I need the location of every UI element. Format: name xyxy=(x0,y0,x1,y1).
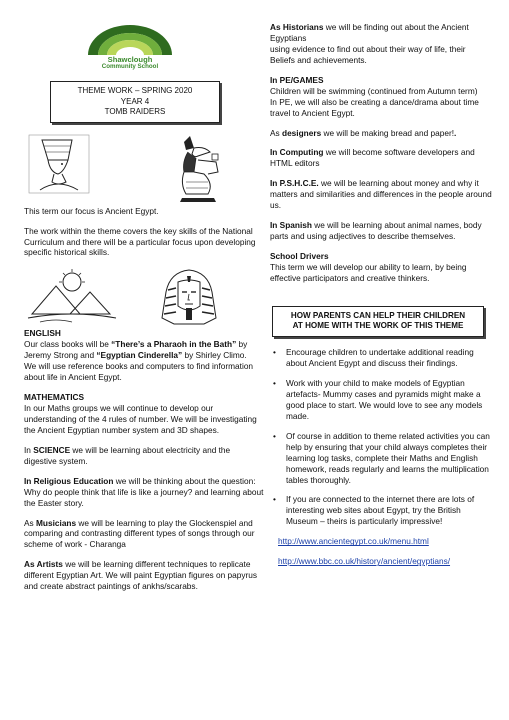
drivers-text: This term we will develop our ability to learn, by being effective participators and creative thinkers. xyxy=(270,261,467,283)
school-subname: Community School xyxy=(101,62,159,70)
parents-tips-list xyxy=(270,347,492,527)
parents-help-box xyxy=(272,306,484,337)
ancient-egypt-link[interactable]: http://www.ancientegypt.co.uk/menu.html xyxy=(278,536,429,547)
english-text: Our class books will be “There’s a Pharaoh in the Bath” by Jeremy Strong and “Egyptian Cinderella” by Shirley Climo. xyxy=(24,339,248,361)
theme-title-box xyxy=(50,81,220,122)
drivers-heading: School Drivers xyxy=(270,251,329,261)
historians-text: As Historians we will be finding out about the Ancient Egyptians xyxy=(270,22,469,43)
rainbow-logo-icon xyxy=(84,22,176,56)
school-name: Shawclough xyxy=(107,55,153,64)
list-item: • Encourage children to undertake additional reading about Ancient Egypt and discuss their findings. xyxy=(270,347,492,369)
egypt-illustrations-top xyxy=(24,132,264,206)
english-reference: We will use reference books and computers to find information about life in Ancient Egypt. xyxy=(24,361,254,383)
re-text: In Religious Education we will be thinking about the question: Why do people think that life is like a journey? and learning about the Easter story. xyxy=(24,475,264,508)
anubis-illustration-icon xyxy=(164,132,228,204)
bbc-history-link[interactable]: http://www.bbc.co.uk/history/ancient/egyptians/ xyxy=(278,556,451,567)
designers-text: As designers we will be making bread and paper!. xyxy=(270,127,457,138)
list-item: • Of course in addition to theme related activities you can help by ensuring that your child always completes their learning log tasks, complete their Maths and English homework, reads regularly and learns the multiplication tables thoroughly. xyxy=(270,431,492,486)
science-text: In SCIENCE we will be learning about electricity and the digestive system. xyxy=(24,444,231,466)
theme-name: TOMB RAIDERS xyxy=(104,107,166,117)
intro-description: The work within the theme covers the key skills of the National Curriculum and there will be a particular focus upon developing specific historical skills. xyxy=(24,225,256,258)
list-item: • If you are connected to the internet there are lots of interesting web sites about Egypt, try the British Museum – theirs is particularly impressive! xyxy=(270,494,492,527)
theme-term: THEME WORK – SPRING 2020 xyxy=(77,86,193,96)
musicians-text: As Musicians we will be learning to play the Glockenspiel and comparing and contrasting different types of songs through our scheme of work - Charanga xyxy=(24,517,255,550)
school-logo xyxy=(82,22,178,70)
pshce-text: In P.S.H.C.E. we will be learning about money and why it matters and similarities and differences in the people around us. xyxy=(270,178,492,211)
maths-heading: MATHEMATICS xyxy=(24,392,85,403)
pyramids-illustration-icon xyxy=(26,268,118,326)
computing-text: In Computing we will become software developers and HTML editors xyxy=(270,147,475,169)
spanish-text: In Spanish we will be learning about animal names, body parts and using adjectives to describe themselves. xyxy=(270,220,482,242)
pharaoh-mask-illustration-icon xyxy=(158,268,220,326)
parents-help-line1: HOW PARENTS CAN HELP THEIR CHILDREN xyxy=(290,310,466,320)
maths-text: In our Maths groups we will continue to develop our understanding of the 4 rules of number. We will be investigating the Ancient Egyptian number system and 3D shapes. xyxy=(24,403,257,435)
pe-dance: In PE, we will also be creating a dance/drama about time travel to Ancient Egypt. xyxy=(270,96,479,118)
pe-heading: In PE/GAMES xyxy=(270,74,324,85)
artists-text: As Artists we will be learning different techniques to replicate different Egyptian Art. We will paint Egyptian figures on papyrus and create abstract paintings of ankhs/scarabs. xyxy=(24,559,258,592)
theme-year: YEAR 4 xyxy=(120,96,150,106)
intro-focus: This term our focus is Ancient Egypt. xyxy=(24,205,159,216)
list-item: • Work with your child to make models of Egyptian artefacts- Mummy cases and pyramids might make a good place to start. We would love to see any models made. xyxy=(270,378,492,422)
egypt-illustrations-bottom xyxy=(24,268,264,328)
left-column xyxy=(24,22,264,592)
parents-help-line2: AT HOME WITH THE WORK OF THIS THEME xyxy=(292,321,464,331)
right-column xyxy=(270,22,492,576)
historians-evidence: using evidence to find out about their way of life, their Beliefs and achievements. xyxy=(270,43,466,65)
english-heading: ENGLISH xyxy=(24,328,61,339)
pe-swimming: Children will be swimming (continued from Autumn term) xyxy=(270,85,478,96)
nefertiti-illustration-icon xyxy=(28,134,90,194)
